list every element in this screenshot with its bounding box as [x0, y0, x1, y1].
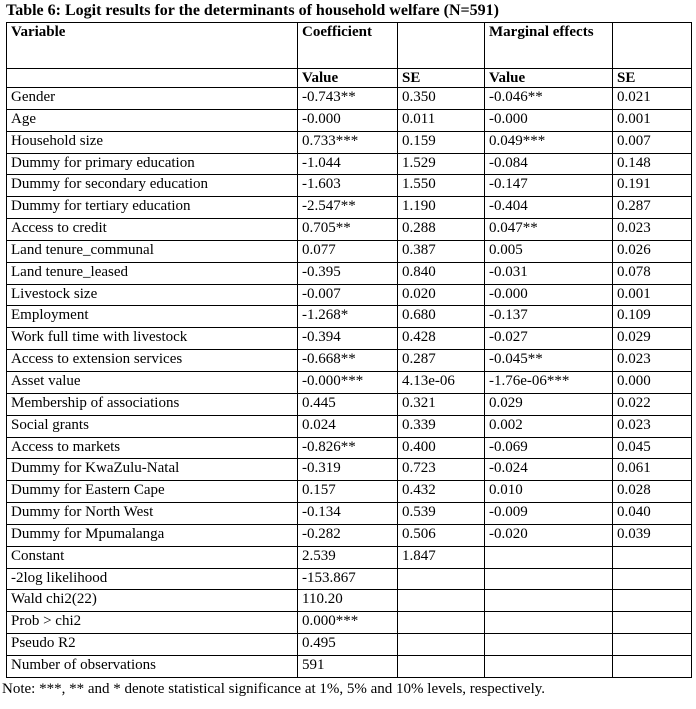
table-row — [7, 524, 692, 546]
coef-se-cell: 0.288 — [398, 219, 485, 241]
variable-cell: Land tenure_communal — [7, 240, 298, 262]
me-value-cell: -0.404 — [485, 197, 613, 219]
me-value-cell — [485, 634, 613, 656]
coef-se-cell: 0.020 — [398, 284, 485, 306]
coef-se-cell: 0.506 — [398, 524, 485, 546]
me-value-cell: -0.020 — [485, 524, 613, 546]
me-se-cell: 0.021 — [613, 88, 692, 110]
coef-se-cell: 0.287 — [398, 350, 485, 372]
me-se-cell: 0.000 — [613, 371, 692, 393]
me-value-cell: -0.031 — [485, 262, 613, 284]
me-value-cell: -0.084 — [485, 153, 613, 175]
header-row — [7, 23, 692, 69]
variable-cell: Livestock size — [7, 284, 298, 306]
subheader-me-se: SE — [613, 69, 692, 88]
header-variable: Variable — [7, 23, 298, 69]
coef-se-cell: 0.428 — [398, 328, 485, 350]
me-value-cell — [485, 568, 613, 590]
table-row — [7, 371, 692, 393]
me-value-cell — [485, 612, 613, 634]
me-se-cell: 0.029 — [613, 328, 692, 350]
table-row — [7, 350, 692, 372]
me-se-cell — [613, 612, 692, 634]
table-row — [7, 655, 692, 677]
me-value-cell: -0.024 — [485, 459, 613, 481]
me-se-cell — [613, 655, 692, 677]
coef-value-cell: 0.705** — [298, 219, 398, 241]
me-value-cell: -0.147 — [485, 175, 613, 197]
coef-value-cell: -0.668** — [298, 350, 398, 372]
table-row — [7, 131, 692, 153]
variable-cell: Membership of associations — [7, 393, 298, 415]
me-value-cell: 0.005 — [485, 240, 613, 262]
subheader-me-value: Value — [485, 69, 613, 88]
coef-se-cell: 0.011 — [398, 109, 485, 131]
me-value-cell: -0.069 — [485, 437, 613, 459]
table-note: Note: ***, ** and * denote statistical significance at 1%, 5% and 10% levels, respectively. — [2, 681, 546, 697]
coef-value-cell: -0.826** — [298, 437, 398, 459]
logit-results-table — [6, 22, 692, 678]
variable-cell: Dummy for North West — [7, 503, 298, 525]
coef-value-cell: -1.268* — [298, 306, 398, 328]
me-se-cell: 0.023 — [613, 350, 692, 372]
subheader-row — [7, 69, 692, 88]
me-se-cell: 0.040 — [613, 503, 692, 525]
table-row — [7, 197, 692, 219]
me-se-cell: 0.191 — [613, 175, 692, 197]
coef-value-cell: -0.319 — [298, 459, 398, 481]
me-se-cell — [613, 634, 692, 656]
coef-se-cell: 0.387 — [398, 240, 485, 262]
variable-cell: Household size — [7, 131, 298, 153]
table-row — [7, 306, 692, 328]
variable-cell: -2log likelihood — [7, 568, 298, 590]
me-se-cell: 0.078 — [613, 262, 692, 284]
coef-se-cell: 1.847 — [398, 546, 485, 568]
coef-value-cell: 0.000*** — [298, 612, 398, 634]
coef-value-cell: -0.282 — [298, 524, 398, 546]
me-se-cell: 0.023 — [613, 415, 692, 437]
coef-se-cell: 0.321 — [398, 393, 485, 415]
table-row — [7, 634, 692, 656]
me-se-cell: 0.287 — [613, 197, 692, 219]
coef-value-cell: -0.394 — [298, 328, 398, 350]
coef-se-cell: 0.350 — [398, 88, 485, 110]
variable-cell: Number of observations — [7, 655, 298, 677]
table-row — [7, 175, 692, 197]
table-row — [7, 88, 692, 110]
variable-cell: Dummy for secondary education — [7, 175, 298, 197]
coef-value-cell: -0.134 — [298, 503, 398, 525]
coef-value-cell: 0.077 — [298, 240, 398, 262]
me-value-cell: 0.047** — [485, 219, 613, 241]
coef-value-cell: 2.539 — [298, 546, 398, 568]
variable-cell: Work full time with livestock — [7, 328, 298, 350]
variable-cell: Asset value — [7, 371, 298, 393]
coef-value-cell: -1.044 — [298, 153, 398, 175]
coef-se-cell: 0.159 — [398, 131, 485, 153]
coef-value-cell: 0.495 — [298, 634, 398, 656]
variable-cell: Constant — [7, 546, 298, 568]
me-value-cell: 0.010 — [485, 481, 613, 503]
table-row — [7, 415, 692, 437]
table-row — [7, 262, 692, 284]
subheader-empty — [7, 69, 298, 88]
me-value-cell — [485, 655, 613, 677]
coef-se-cell — [398, 568, 485, 590]
coef-se-cell: 0.539 — [398, 503, 485, 525]
header-coefficient: Coefficient — [298, 23, 398, 69]
coef-value-cell: 591 — [298, 655, 398, 677]
coef-value-cell: 0.157 — [298, 481, 398, 503]
me-se-cell: 0.061 — [613, 459, 692, 481]
me-value-cell: -0.046** — [485, 88, 613, 110]
coef-value-cell: -0.000 — [298, 109, 398, 131]
me-se-cell: 0.045 — [613, 437, 692, 459]
me-se-cell: 0.007 — [613, 131, 692, 153]
me-value-cell: -0.137 — [485, 306, 613, 328]
variable-cell: Pseudo R2 — [7, 634, 298, 656]
me-se-cell: 0.109 — [613, 306, 692, 328]
coef-se-cell: 0.432 — [398, 481, 485, 503]
coef-value-cell: -0.000*** — [298, 371, 398, 393]
variable-cell: Gender — [7, 88, 298, 110]
coef-value-cell: -1.603 — [298, 175, 398, 197]
variable-cell: Access to credit — [7, 219, 298, 241]
variable-cell: Dummy for primary education — [7, 153, 298, 175]
variable-cell: Social grants — [7, 415, 298, 437]
header-marginal-effects: Marginal effects — [485, 23, 613, 69]
coef-se-cell: 1.550 — [398, 175, 485, 197]
table-row — [7, 590, 692, 612]
me-value-cell: -0.000 — [485, 284, 613, 306]
me-value-cell: 0.002 — [485, 415, 613, 437]
variable-cell: Access to markets — [7, 437, 298, 459]
coef-value-cell: 0.733*** — [298, 131, 398, 153]
table-row — [7, 219, 692, 241]
table-row — [7, 109, 692, 131]
header-empty — [613, 23, 692, 69]
coef-value-cell: -153.867 — [298, 568, 398, 590]
coef-se-cell: 1.190 — [398, 197, 485, 219]
variable-cell: Dummy for KwaZulu-Natal — [7, 459, 298, 481]
variable-cell: Prob > chi2 — [7, 612, 298, 634]
table-row — [7, 328, 692, 350]
variable-cell: Wald chi2(22) — [7, 590, 298, 612]
variable-cell: Age — [7, 109, 298, 131]
coef-value-cell: -2.547** — [298, 197, 398, 219]
coef-value-cell: -0.395 — [298, 262, 398, 284]
coef-se-cell: 0.400 — [398, 437, 485, 459]
variable-cell: Dummy for tertiary education — [7, 197, 298, 219]
me-value-cell — [485, 590, 613, 612]
coef-se-cell — [398, 590, 485, 612]
table-title: Table 6: Logit results for the determinants of household welfare (N=591) — [6, 2, 499, 19]
table-row — [7, 546, 692, 568]
me-value-cell: -0.009 — [485, 503, 613, 525]
me-se-cell: 0.001 — [613, 109, 692, 131]
coef-se-cell — [398, 655, 485, 677]
table-row — [7, 437, 692, 459]
table-row — [7, 240, 692, 262]
me-se-cell: 0.023 — [613, 219, 692, 241]
table-row — [7, 153, 692, 175]
variable-cell: Dummy for Eastern Cape — [7, 481, 298, 503]
coef-value-cell: 0.445 — [298, 393, 398, 415]
me-value-cell: -0.000 — [485, 109, 613, 131]
me-se-cell: 0.039 — [613, 524, 692, 546]
coef-se-cell: 1.529 — [398, 153, 485, 175]
variable-cell: Access to extension services — [7, 350, 298, 372]
variable-cell: Dummy for Mpumalanga — [7, 524, 298, 546]
me-value-cell: -1.76e-06*** — [485, 371, 613, 393]
me-se-cell: 0.148 — [613, 153, 692, 175]
me-se-cell — [613, 568, 692, 590]
table-row — [7, 459, 692, 481]
me-value-cell: 0.029 — [485, 393, 613, 415]
coef-se-cell: 0.723 — [398, 459, 485, 481]
coef-se-cell — [398, 634, 485, 656]
subheader-coef-value: Value — [298, 69, 398, 88]
coef-value-cell: -0.743** — [298, 88, 398, 110]
me-value-cell: 0.049*** — [485, 131, 613, 153]
me-se-cell: 0.022 — [613, 393, 692, 415]
table-row — [7, 284, 692, 306]
coef-value-cell: -0.007 — [298, 284, 398, 306]
header-empty — [398, 23, 485, 69]
coef-se-cell: 0.680 — [398, 306, 485, 328]
coef-se-cell: 0.840 — [398, 262, 485, 284]
table-row — [7, 481, 692, 503]
me-se-cell: 0.026 — [613, 240, 692, 262]
coef-value-cell: 110.20 — [298, 590, 398, 612]
me-se-cell: 0.028 — [613, 481, 692, 503]
table-row — [7, 393, 692, 415]
me-value-cell: -0.027 — [485, 328, 613, 350]
me-se-cell — [613, 590, 692, 612]
table-row — [7, 503, 692, 525]
variable-cell: Land tenure_leased — [7, 262, 298, 284]
coef-se-cell: 4.13e-06 — [398, 371, 485, 393]
me-se-cell: 0.001 — [613, 284, 692, 306]
table-row — [7, 568, 692, 590]
me-value-cell — [485, 546, 613, 568]
coef-se-cell: 0.339 — [398, 415, 485, 437]
table-row — [7, 612, 692, 634]
me-se-cell — [613, 546, 692, 568]
me-value-cell: -0.045** — [485, 350, 613, 372]
coef-value-cell: 0.024 — [298, 415, 398, 437]
subheader-coef-se: SE — [398, 69, 485, 88]
variable-cell: Employment — [7, 306, 298, 328]
coef-se-cell — [398, 612, 485, 634]
